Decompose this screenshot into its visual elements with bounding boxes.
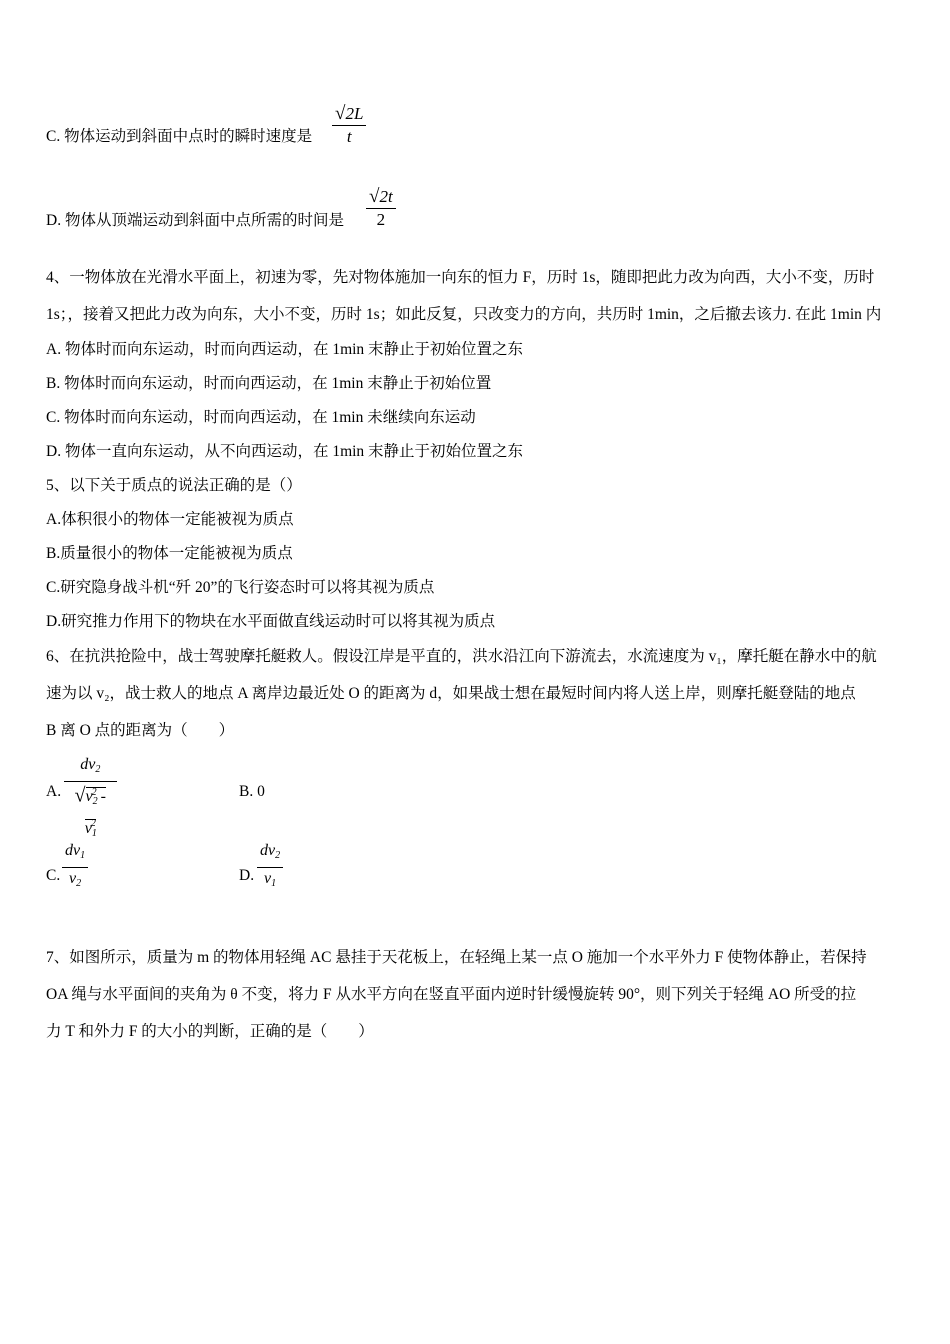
q3-c-denominator: t [332, 125, 366, 148]
q7-stem-line1: 7、如图所示，质量为 m 的物体用轻绳 AC 悬挂于天花板上，在轻绳上某一点 O 施加一个水平外力 F 使物体静止，若保持 [46, 949, 867, 966]
q4-stem-line2: 1s；，接着又把此力改为向东，大小不变，历时 1s；如此反复，只改变力的方向，共历时 1min，之后撤去该力. 在此 1min 内 [46, 306, 882, 323]
q4-option-a: A. 物体时而向东运动，时而向西运动，在 1min 末静止于初始位置之东 [46, 341, 524, 358]
q6-option-a-fraction [64, 754, 117, 845]
q5-option-c: C.研究隐身战斗机“歼 20”的飞行姿态时可以将其视为质点 [46, 579, 435, 596]
q4-option-b: B. 物体时而向东运动，时而向西运动，在 1min 末静止于初始位置 [46, 375, 492, 392]
q6-d-denominator: $v_1$ [257, 867, 283, 895]
q3-d-denominator: 2 [366, 208, 396, 231]
q3-option-d [46, 211, 344, 231]
q5-option-a: A.体积很小的物体一定能被视为质点 [46, 511, 294, 528]
q3-d-numerator: √2t [369, 186, 393, 207]
q3-option-d-fraction [366, 186, 396, 231]
q5-option-d: D.研究推力作用下的物块在水平面做直线运动时可以将其视为质点 [46, 613, 496, 630]
q3-option-c-fraction [332, 103, 366, 148]
q6-option-c-fraction [62, 840, 88, 895]
q6-c-denominator: $v_2$ [62, 867, 88, 895]
q6-option-d-fraction [257, 840, 283, 895]
q6-stem-line3: B 离 O 点的距离为（ ） [46, 722, 235, 739]
q6-option-c-label: C. [46, 867, 61, 884]
q5-option-b: B.质量很小的物体一定能被视为质点 [46, 545, 293, 562]
q6-option-b: B. 0 [239, 783, 265, 800]
q6-stem-line1: 6、在抗洪抢险中，战士驾驶摩托艇救人。假设江岸是平直的，洪水沿江向下游流去，水流速度为 v₁，摩托艇在静水中的航 [46, 648, 877, 665]
q6-d-numerator: $dv_2$ [260, 842, 281, 861]
q6-option-d-label: D. [239, 867, 255, 884]
q4-option-d: D. 物体一直向东运动，从不向西运动，在 1min 末静止于初始位置之东 [46, 443, 524, 460]
q3-option-d-label: D. 物体从顶端运动到斜面中点所需的时间是 [46, 212, 344, 229]
q4-stem-line1: 4、一物体放在光滑水平面上，初速为零，先对物体施加一向东的恒力 F，历时 1s，随即把此力改为向西，大小不变，历时 [46, 269, 875, 286]
q7-stem-line3: 力 T 和外力 F 的大小的判断，正确的是（ ） [46, 1023, 374, 1040]
q3-option-c-label: C. 物体运动到斜面中点时的瞬时速度是 [46, 128, 313, 145]
q6-a-denominator: $√v_2^2 - v_1^2$ [64, 781, 117, 845]
q6-stem-line2: 速为以 v₂，战士救人的地点 A 离岸边最近处 O 的距离为 d，如果战士想在最短时间内将人送上岸，则摩托艇登陆的地点 [46, 685, 856, 702]
q3-c-numerator: √2L [335, 103, 364, 124]
q6-c-numerator: $dv_1$ [65, 842, 86, 861]
q6-a-numerator: $dv_2$ [80, 756, 101, 775]
q4-option-c: C. 物体时而向东运动，时而向西运动，在 1min 未继续向东运动 [46, 409, 476, 426]
q3-option-c [46, 127, 312, 147]
q6-option-a-label: A. [46, 783, 62, 800]
q7-stem-line2: OA 绳与水平面间的夹角为 θ 不变，将力 F 从水平方向在竖直平面内逆时针缓慢旋转 90°，则下列关于轻绳 AO 所受的拉 [46, 986, 857, 1003]
q5-stem: 5、以下关于质点的说法正确的是（） [46, 477, 302, 494]
